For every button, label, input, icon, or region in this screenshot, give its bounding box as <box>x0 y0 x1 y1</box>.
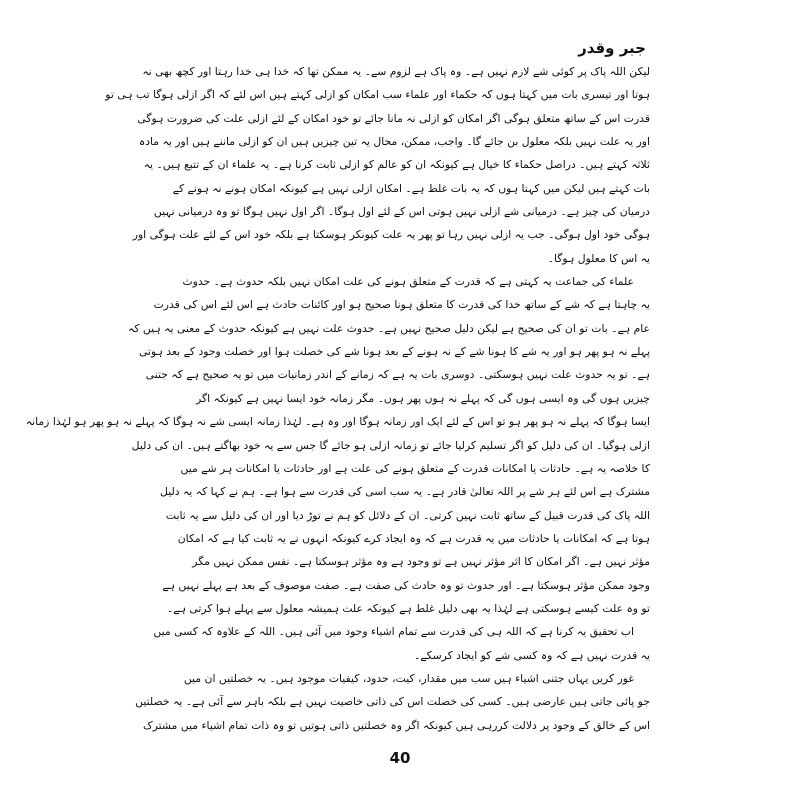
text-line: لیکن اللہ پاک پر کوئی شے لازم نہیں ہے۔ وہ پاک ہے لزوم سے۔ یہ ممکن تھا کہ خدا ہی خدا رہتا اور کچھ بھی نہ <box>142 65 650 78</box>
text-line: اب تحقیق یہ کرنا ہے کہ اللہ ہی کی قدرت سے تمام اشیاء وجود میں آئی ہیں۔ اللہ کے علاوہ کہ کسی میں <box>153 625 634 639</box>
text-line: ثلاثہ کہتے ہیں۔ دراصل حکماء کا خیال ہے کیونکہ ان کو عالم کو ازلی ثابت کرنا ہے۔ یہ علماء ان کے تتبع ہیں۔ یہ <box>143 158 650 172</box>
text-line: مؤثر نہیں ہے۔ اگر امکان کا اثر مؤثر نہیں ہے تو وجود ہے وہ مؤثر ہوسکتا ہے۔ نفس ممکن نہیں مگر <box>192 555 650 569</box>
text-line: عام ہے۔ بات تو ان کی صحیح ہے لیکن دلیل صحیح نہیں ہے۔ حدوث علت نہیں ہے کیونکہ حدوث کے معنی یہ ہیں کہ <box>128 321 650 335</box>
text-line: تو وہ علت کیسے ہوسکتی ہے لہٰذا یہ بھی دلیل غلط ہے کیونکہ علت ہمیشہ معلول سے پہلے ہوا کرتی ہے۔ <box>166 601 650 615</box>
page-number: 40 <box>389 749 411 767</box>
text-line: جو پائی جاتی ہیں عارضی ہیں۔ کسی کی خصلت اس کی ذاتی خاصیت نہیں ہے بلکہ باہر سے آئی ہے۔ یہ خصلتیں <box>135 695 650 709</box>
text-line: پہلے نہ ہو پھر ہو اور یہ شے کا ہونا شے کے نہ ہونے کے بعد ہونا شے کی خصلت ہوا اور خصلت وجود کے بعد ہوتی <box>138 345 650 359</box>
text-line: ایسا ہوگا کہ پہلے نہ ہو پھر ہو تو اس کے لئے ایک اور زمانہ ہوگا اور وہ ہے۔ لہٰذا زمانہ ایسی شے نہ ہوگا کہ پہلے نہ ہو پھر ہو لہٰذا زمانہ <box>25 415 650 429</box>
text-line: کا خلاصہ یہ ہے۔ حادثات یا امکانات قدرت کے متعلق ہونے کی علت ہے اور حادثات یا امکانات ہر شے میں <box>180 461 650 475</box>
text-line: یہ چاہتا ہے کہ شے کے ساتھ خدا کی قدرت کا متعلق ہونا صحیح ہو اور کائنات حادث ہے اس لئے اس کی قدرت <box>153 298 650 312</box>
paragraph <box>135 667 650 737</box>
text-line: ہوتا اور تیسری بات میں کہتا ہوں کہ حکماء اور علماء سب امکان کو ازلی کہتے ہیں اس لئے کہ اگر ازلی ہوگا تب ہی تو <box>105 88 650 102</box>
text-line: بات کہتے ہیں لیکن میں کہتا ہوں کہ یہ بات غلط ہے۔ امکان ازلی نہیں ہے کیونکہ امکان ہونے نہ ہونے کے <box>172 181 650 195</box>
text-line: اور یہ علت نہیں بلکہ معلول بن جائے گا۔ واجب، ممکن، محال یہ تین چیزیں ہیں ان کو ازلی ماننے ہیں اور یہ مادہ <box>138 135 650 149</box>
text-line: اللہ پاک کی قدرت قبیل کے ساتھ ثابت نہیں کرتی۔ ان کے دلائل کو ہم نے توڑ دیا اور ان کی دلیل سے یہ ثابت <box>165 508 650 522</box>
paragraph <box>105 60 650 270</box>
text-line: چیزیں ہوں گی وہ ایسی ہوں گی کہ پہلے نہ ہوں پھر ہوں۔ مگر زمانہ خود ایسا نہیں ہے کیونکہ اگر <box>196 391 650 405</box>
text-line: ازلی ہوگیا۔ ان کی دلیل کو اگر تسلیم کرلیا جائے تو زمانہ ازلی ہو جائے گا جس سے یہ خود بھاگتے ہیں۔ ان کی دلیل <box>131 438 650 452</box>
text-line: علماء کی جماعت یہ کہتی ہے کہ قدرت کے متعلق ہونے کی علت امکان نہیں بلکہ حدوث ہے۔ حدوث <box>182 275 634 289</box>
text-line: یہ قدرت نہیں ہے کہ وہ کسی شے کو ایجاد کرسکے۔ <box>413 648 650 662</box>
paragraph <box>150 620 650 667</box>
text-line: ہوگی خود اول ہوگی۔ جب یہ ازلی نہیں رہا تو پھر یہ علت کیونکر ہوسکتا ہے بلکہ خود اس کے لئے علت ہوگی اور <box>132 228 650 242</box>
text-line: قدرت اس کے ساتھ متعلق ہوگی اگر امکان کو ازلی نہ مانا جائے تو خود امکان کے لئے ازلی علت کی ضرورت ہوگی <box>137 111 650 125</box>
text-line: یہ اس کا معلول ہوگا۔ <box>547 251 650 265</box>
running-header: جبر وقدر <box>578 39 646 57</box>
text-line: اس کے خالق کے وجود پر دلالت کررہی ہیں کیونکہ اگر وہ خصلتیں ذاتی ہوتیں تو وہ ذات تمام اشیاء میں مشترک <box>143 718 650 732</box>
text-line: ہے۔ تو یہ حدوث علت نہیں ہوسکتی۔ دوسری بات یہ ہے کہ زمانے کے اندر زمانیات میں تو یہ صحیح ہے کہ جتنی <box>145 368 650 382</box>
text-line: ہوتا ہے کہ امکانات یا حادثات میں یہ قدرت ہے کہ وہ ایجاد کرے کیونکہ انہوں نے یہ ثابت کیا ہے کہ امکان <box>177 531 650 545</box>
text-line: غور کریں یہاں جتنی اشیاء ہیں سب میں مقدار، کیت، حدود، کیفیات موجود ہیں۔ یہ خصلتیں ان میں <box>183 671 634 685</box>
text-line: مشترک ہے اس لئے ہر شے پر اللہ تعالیٰ قادر ہے۔ یہ سب اسی کی قدرت سے ہوا ہے۔ ہم نے کہا کہ یہ دلیل <box>160 485 650 499</box>
text-line: درمیان کی چیز ہے۔ درمیانی شے ازلی نہیں ہوتی اس کے لئے اول ہوگا۔ اگر اول نہیں ہوگا تو وہ درمیانی نہیں <box>153 205 650 219</box>
paragraph <box>25 270 650 620</box>
text-line: وجود ممکن مؤثر ہوسکتا ہے۔ اور حدوث تو وہ حادث کی صفت ہے۔ صفت موصوف کے بعد ہے پہلے نہیں ہے <box>162 578 650 592</box>
body-text <box>25 60 650 737</box>
